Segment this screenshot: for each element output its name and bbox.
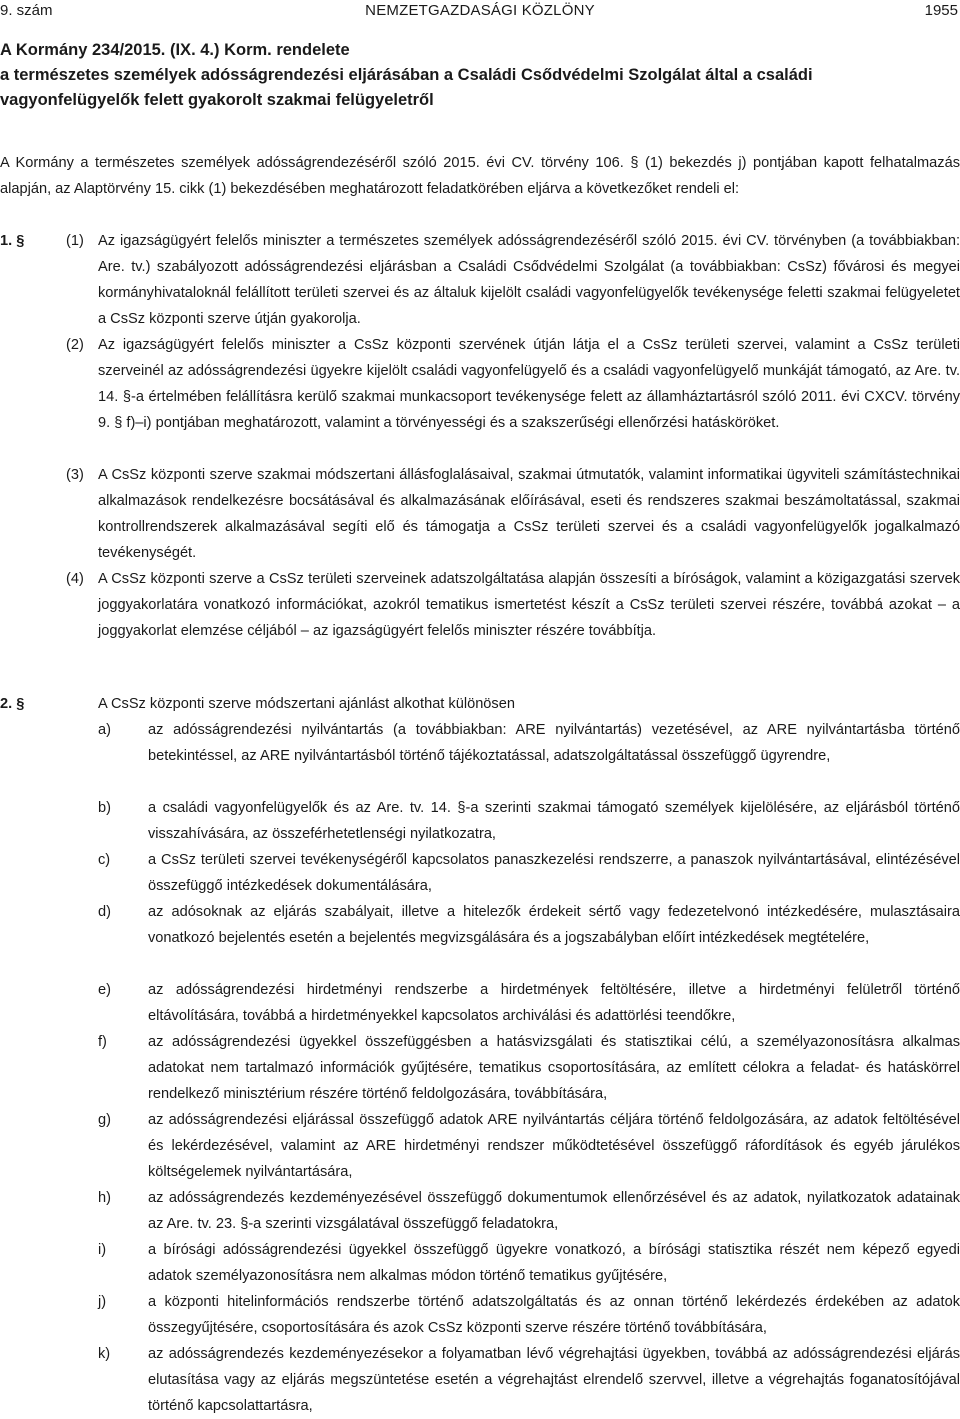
- paragraph-number: (1): [66, 233, 84, 249]
- list-item-text: az adósságrendezési ügyekkel összefüggésben a hatásvizsgálati és statisztikai célú, a személyazonosításra alkalmas adatokat nem tartalmazó információk gyűjtésére, tematikus csoportosítására, az említett célokra a feladat- és hatáskörrel rendelkező minisztérium részére történő feldolgozására, továbbítására,: [148, 1034, 960, 1102]
- paragraph-text: A CsSz központi szerve a CsSz területi szerveinek adatszolgáltatása alapján összesíti a bíróságok, valamint a közigazgatási szervek joggyakorlatára vonatkozó információkat, azokról tematikus ismertetést készít a CsSz területi szervei részére, továbbá azokat – a joggyakorlat elemzése céljából – az igazságügyért felelős miniszter részére továbbítja.: [98, 571, 960, 639]
- decree-title-line: vagyonfelügyelők felett gyakorolt szakmai felügyeletről: [0, 91, 434, 109]
- list-item-text: az adósságrendezési hirdetményi rendszerbe a hirdetmények feltöltésére, illetve a hirdetményi felületről történő eltávolítására, továbbá a hirdetményekkel kapcsolatos archiválási és adattörlési teendőkre,: [148, 982, 960, 1024]
- list-item-text: a központi hitelinformációs rendszerbe történő adatszolgáltatás és az onnan történő lekérdezés érdekében az adatok összegyűjtésére, csoportosítására és azok CsSz központi szerve részére történő továbbítására,: [148, 1294, 960, 1336]
- list-item-label: d): [98, 904, 111, 920]
- section-number: 1. §: [0, 233, 25, 249]
- list-item-label: c): [98, 852, 111, 868]
- paragraph-text: Az igazságügyért felelős miniszter a CsSz központi szervének útján látja el a CsSz területi szervei, valamint a CsSz területi szerveinél az adósságrendezési ügyekre kijelölt családi vagyonfelügyelő és a családi vagyonfelügyelő munkáját támogató, az Are. tv. 14. §-a értelmében felállításra kerülő szakmai munkacsoport tevékenysége felett az államháztartásról szóló 2011. évi CXCV. törvény 9. § f)–i) pontjában meghatározott, valamint a törvényességi és a szakszerűségi ellenőrzési hatásköröket.: [98, 337, 960, 431]
- list-item-text: az adósoknak az eljárás szabályait, illetve a hitelezők érdekeit sértő vagy fedezetelvonó intézkedésére, mulasztásaira vonatkozó bejelentés esetén a bejelentés megvizsgálására és a jogszabályban előírt intézkedések megtételére,: [148, 904, 960, 946]
- list-item-label: f): [98, 1034, 107, 1050]
- paragraph-number: (2): [66, 337, 84, 353]
- list-item-text: az adósságrendezési nyilvántartás (a továbbiakban: ARE nyilvántartás) vezetésével, az ARE nyilvántartásba történő betekintéssel, az ARE nyilvántartásból történő tájékoztatással, adatszolgáltatással összefüggő ügyrendre,: [148, 722, 960, 764]
- paragraph-number: (4): [66, 571, 84, 587]
- list-item-text: az adósságrendezési eljárással összefüggő adatok ARE nyilvántartás céljára történő feldolgozására, az adatok feltöltésével és lekérdezésével, valamint az ARE hirdetményi rendszer működtetésével összefüggő ráfordítások és egyéb járulékos költségelemek nyilvántartására,: [148, 1112, 960, 1180]
- list-item-text: a bírósági adósságrendezési ügyekkel összefüggő ügyekre vonatkozó, a bírósági statisztika részét nem képező egyedi adatok személyazonosításra nem alkalmas módon történő tematikus gyűjtésére,: [148, 1242, 960, 1284]
- page-header: [0, 0, 960, 22]
- page-number: 1955: [924, 2, 958, 19]
- list-item-label: i): [98, 1242, 107, 1258]
- paragraph-text: A CsSz központi szerve szakmai módszertani állásfoglalásaival, szakmai útmutatók, valamint informatikai ügyviteli számítástechnikai alkalmazások rendelkezésre bocsátásával és alkalmazásának előírásával, eseti és rendszeres szakmai beszámoltatással, szakmai kontrollrendszerek alkalmazásával segíti elő és támogatja a CsSz területi szervei és a családi vagyonfelügyelők jogalkalmazó tevékenységét.: [98, 467, 960, 561]
- paragraph-text: Az igazságügyért felelős miniszter a természetes személyek adósságrendezéséről szóló 2015. évi CV. törvényben (a továbbiakban: Are. tv.) szabályozott adósságrendezési eljárásban a Családi Csődvédelmi Szolgálat (a továbbiakban: CsSz) fővárosi és megyei kormányhivataloknál felállított területi szervei és az általuk kijelölt családi vagyonfelügyelők tevékenysége feletti szakmai felügyeletet a CsSz központi szerve útján gyakorolja.: [98, 233, 960, 327]
- list-item-label: a): [98, 722, 111, 738]
- list-item-label: e): [98, 982, 111, 998]
- decree-title-line: a természetes személyek adósságrendezési eljárásában a Családi Csődvédelmi Szolgálat által a családi: [0, 66, 813, 84]
- list-item-label: b): [98, 800, 111, 816]
- list-item-text: a CsSz területi szervei tevékenységéről kapcsolatos panaszkezelési rendszerre, a panaszok nyilvántartásával, elintézésével összefüggő intézkedések dokumentálására,: [148, 852, 960, 894]
- decree-title: [0, 38, 960, 113]
- list-item-text: a családi vagyonfelügyelők és az Are. tv. 14. §-a szerinti szakmai támogató személyek kijelölésére, az eljárásból történő visszahívására, az összeférhetetlenségi nyilatkozatra,: [148, 800, 960, 842]
- list-item-label: g): [98, 1112, 111, 1128]
- list-item-label: k): [98, 1346, 111, 1362]
- list-item-label: j): [98, 1294, 107, 1310]
- issue-number: 9. szám: [0, 2, 53, 19]
- list-item-text: az adósságrendezés kezdeményezésekor a folyamatban lévő végrehajtási ügyekben, továbbá az adósságrendezési eljárás elutasítása vagy az eljárás megszüntetése esetén a végrehajtást elrendelő szervvel, illetve a végrehajtás foganatosítójával történő kapcsolattartásra,: [148, 1346, 960, 1414]
- list-item-label: h): [98, 1190, 111, 1206]
- paragraph-number: (3): [66, 467, 84, 483]
- decree-title-line: A Kormány 234/2015. (IX. 4.) Korm. rendelete: [0, 41, 350, 59]
- journal-name: NEMZETGAZDASÁGI KÖZLÖNY: [365, 2, 595, 19]
- list-item-text: az adósságrendezés kezdeményezésével összefüggő dokumentumok ellenőrzésével és az adatok, nyilatkozatok adatainak az Are. tv. 23. §-a szerinti vizsgálatával összefüggő feladatokra,: [148, 1190, 960, 1232]
- preamble: A Kormány a természetes személyek adósságrendezéséről szóló 2015. évi CV. törvény 106. § (1) bekezdés j) pontjában kapott felhatalmazás alapján, az Alaptörvény 15. cikk (1) bekezdésében meghatározott feladatkörében eljárva a következőket rendeli el:: [0, 155, 960, 197]
- section-number: 2. §: [0, 696, 25, 712]
- section-intro: A CsSz központi szerve módszertani ajánlást alkothat különösen: [98, 696, 515, 712]
